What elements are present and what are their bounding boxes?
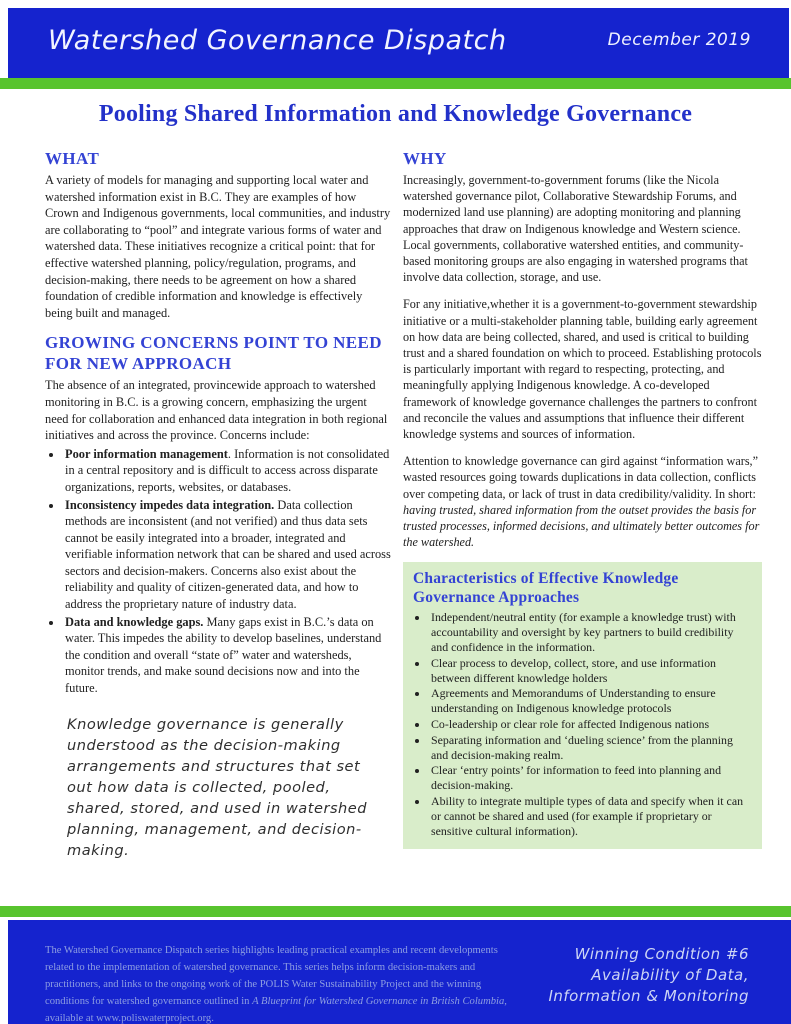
- why-paragraph-1: Increasingly, government-to-government forums (like the Nicola watershed governance pilot, Collaborative Stewardship Forums, and modernized land use planning) are adopting monitoring and planning approaches that draw on Indigenous knowledge and Western science. Local governments, collaborative watershed entities, and community-based monitoring groups are also engaging in watershed programs that involve data collection, storage, and use.: [403, 173, 748, 285]
- concern-item: [63, 497, 391, 614]
- characteristic-text: Co-leadership or clear role for affected Indigenous nations: [431, 717, 710, 732]
- characteristics-list: [413, 610, 752, 839]
- characteristic-item: [429, 686, 752, 717]
- bullet-lead: Data and knowledge gaps.: [65, 614, 204, 629]
- footer-book-title: A Blueprint for Watershed Governance in British Columbia: [252, 996, 505, 1007]
- green-accent-bar-bottom: [0, 906, 791, 917]
- winning-condition-tagline: [539, 944, 749, 1007]
- tagline-line-1: Winning Condition #6: [574, 945, 749, 963]
- header-banner: [8, 8, 789, 78]
- green-accent-bar-top: [0, 78, 791, 89]
- characteristic-item: [429, 610, 752, 655]
- concern-item: [63, 446, 391, 497]
- characteristic-text: Agreements and Memorandums of Understanding to ensure understanding on Indigenous knowledge protocols: [431, 686, 716, 716]
- right-column: [403, 148, 762, 849]
- characteristics-box: [403, 562, 762, 849]
- why-paragraph-3-plain: Attention to knowledge governance can gird against “information wars,” wasted resources going towards duplications in data collection, conflicts over competing data, or lack of trust in data credibility/validity. In short:: [403, 454, 759, 501]
- characteristic-text: Clear process to develop, collect, store, and use information between different knowledge holders: [431, 655, 716, 685]
- bullet-text: . Information is not consolidated in a central repository and is difficult to access across disparate organizations, reports, websites, or databases.: [65, 446, 390, 494]
- characteristic-item: [429, 656, 752, 687]
- footer-description: [45, 942, 519, 1024]
- handwritten-definition-note: Knowledge governance is generally understood as the decision-making arrangements and structures that set out how data is collected, pooled, shared, stored, and used in watershed planning, management, and decision-making.: [67, 715, 368, 859]
- characteristics-heading: Characteristics of Effective Knowledge Governance Approaches: [413, 570, 679, 607]
- newsletter-title: Watershed Governance Dispatch: [48, 25, 507, 56]
- left-column: [45, 148, 391, 861]
- concerns-heading: GROWING CONCERNS POINT TO NEED FOR NEW APPROACH: [45, 333, 382, 374]
- characteristic-text: Separating information and ‘dueling science’ from the planning and decision-making realm.: [431, 732, 733, 762]
- tagline-line-3: Information & Monitoring: [548, 987, 749, 1005]
- concern-item: [63, 614, 391, 698]
- what-body: A variety of models for managing and supporting local water and watershed information exist in B.C. They are examples of how Crown and Indigenous governments, local communities, and industry are collaborating to “pool” and integrate various forms of water and watershed data. These initiatives recognize a critical point: that for effective watershed planning, policy/regulation, programs, and decision-making, there needs to be agreement on how a shared foundation of credible information and knowledge is effectively being built and managed.: [45, 173, 391, 320]
- issue-date: December 2019: [607, 30, 751, 50]
- characteristic-item: [429, 717, 752, 733]
- bullet-lead: Inconsistency impedes data integration.: [65, 497, 275, 512]
- why-paragraph-3: [403, 453, 762, 550]
- concerns-list: [45, 446, 391, 698]
- bullet-lead: Poor information management: [65, 446, 228, 461]
- what-heading: WHAT: [45, 149, 100, 168]
- why-paragraph-3-italic: having trusted, shared information from the outset provides the basis for trusted processes, informed decisions, and ultimately better outcomes for the watershed.: [403, 502, 760, 550]
- why-heading: WHY: [403, 149, 447, 168]
- concerns-intro: The absence of an integrated, provincewide approach to watershed monitoring in B.C. is a growing concern, emphasizing the urgent need for collaboration and enhanced data integration in both regional initiatives and across the province. Concerns include:: [45, 378, 388, 443]
- characteristic-text: Ability to integrate multiple types of data and specify when it can or cannot be shared and used (for example if proprietary or sensitive cultural information).: [431, 794, 744, 838]
- tagline-line-2: Availability of Data,: [591, 966, 749, 984]
- why-paragraph-2: For any initiative,whether it is a government-to-government stewardship initiative or a multi-stakeholder planning table, building early agreement on how data are being collected, shared, and used is critical to building trust and a shared foundation on which to proceed. Establishing protocols is particularly important with regard to respecting, protecting, and meaningfully applying Indigenous knowledge. A co-developed framework of knowledge governance challenges the partners to confront and reconcile the values and assumptions that influence their different knowledge systems and sources of information.: [403, 297, 762, 442]
- footer-banner: [8, 920, 791, 1024]
- characteristic-item: [429, 763, 752, 794]
- characteristic-text: Independent/neutral entity (for example a knowledge trust) with accountability and oversight by key partners to build credibility and confidence in the information.: [431, 610, 736, 655]
- characteristic-item: [429, 794, 752, 839]
- characteristic-item: [429, 733, 752, 764]
- article-title: Pooling Shared Information and Knowledge Governance: [98, 101, 693, 127]
- footer-text: The Watershed Governance Dispatch series highlights leading practical examples and recent developments related to the implementation of watershed governance. This series helps inform decision-makers and practitioners, and links to the ongoing work of the POLIS Water Sustainability Project and the winning conditions for watershed governance outlined in: [45, 945, 498, 1007]
- characteristic-text: Clear ‘entry points’ for information to feed into planning and decision-making.: [431, 763, 722, 793]
- bullet-text: Data collection methods are inconsistent (and not verified) and thus data sets cannot be easily integrated into a broader, integrated and verifiable information network that can be shared and used across sectors and decision-makers. Concerns also exist about the reliability and quality of citizen-generated data, and how to address the proprietary nature of industry data.: [65, 497, 391, 612]
- bullet-text: Many gaps exist in B.C.’s data on water. This impedes the ability to develop baselines, understand the condition and overall “state of” water and watersheds, monitor trends, and make sound decisions now and into the future.: [65, 614, 382, 696]
- footer-text-end: , available at www.poliswaterproject.org.: [45, 996, 507, 1024]
